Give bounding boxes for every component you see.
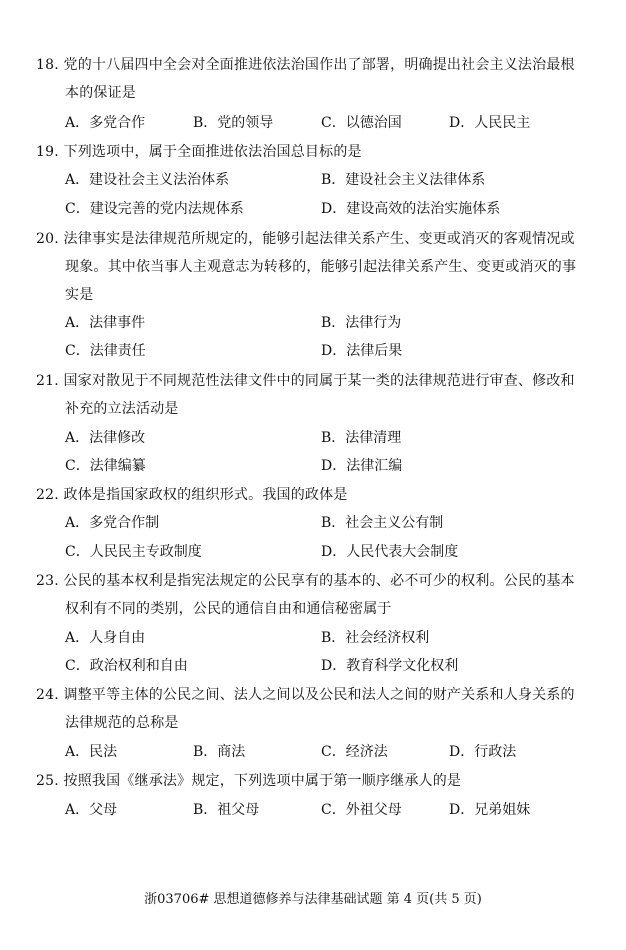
q25-option-a: A．父母 bbox=[65, 802, 118, 818]
q24-option-b: B．商法 bbox=[193, 744, 246, 760]
question-number: 25. bbox=[36, 773, 59, 789]
q25-option-b: B．祖父母 bbox=[193, 802, 260, 818]
q18-option-a: A．多党合作 bbox=[65, 115, 146, 131]
q18-option-c: C．以德治国 bbox=[321, 115, 402, 131]
q21-option-d: D．法律汇编 bbox=[321, 458, 403, 474]
q23-option-c: C．政治权利和自由 bbox=[65, 658, 188, 674]
question-text: 党的十八届四中全会对全面推进依法治国作出了部署，明确提出社会主义法治最根 bbox=[63, 57, 575, 73]
question-21-line-1 bbox=[36, 372, 575, 390]
question-22-line-1 bbox=[36, 486, 348, 504]
q22-option-a: A．多党合作制 bbox=[65, 515, 160, 531]
question-number: 24. bbox=[36, 687, 59, 703]
question-number: 20. bbox=[36, 231, 59, 247]
q23-option-a: A．人身自由 bbox=[65, 630, 146, 646]
q22-option-b: B．社会主义公有制 bbox=[321, 515, 444, 531]
q18-option-b: B．党的领导 bbox=[193, 115, 274, 131]
question-text: 国家对散见于不同规范性法律文件中的同属于某一类的法律规范进行审查、修改和 bbox=[63, 373, 575, 389]
q24-option-a: A．民法 bbox=[65, 744, 118, 760]
page-footer: 浙03706# 思想道德修养与法律基础试题 第 4 页(共 5 页) bbox=[144, 892, 482, 907]
question-18-line-2: 本的保证是 bbox=[65, 85, 136, 101]
question-text: 公民的基本权利是指宪法规定的公民享有的基本的、必不可少的权利。公民的基本 bbox=[63, 573, 575, 589]
question-20-line-1 bbox=[36, 230, 575, 248]
question-24-line-2: 法律规范的总称是 bbox=[65, 715, 179, 731]
q19-option-c: C．建设完善的党内法规体系 bbox=[65, 201, 244, 217]
question-21-line-2: 补充的立法活动是 bbox=[65, 401, 179, 417]
q18-option-d: D．人民民主 bbox=[449, 115, 531, 131]
q22-option-c: C．人民民主专政制度 bbox=[65, 544, 202, 560]
q21-option-c: C．法律编纂 bbox=[65, 458, 146, 474]
q23-option-d: D．教育科学文化权利 bbox=[321, 658, 459, 674]
question-19-line-1 bbox=[36, 143, 362, 161]
question-number: 21. bbox=[36, 373, 59, 389]
q23-option-b: B．社会经济权利 bbox=[321, 630, 430, 646]
question-20-line-2: 现象。其中依当事人主观意志为转移的，能够引起法律关系产生、变更或消灭的事 bbox=[65, 259, 577, 275]
q20-option-b: B．法律行为 bbox=[321, 315, 402, 331]
question-number: 23. bbox=[36, 573, 59, 589]
q19-option-b: B．建设社会主义法律体系 bbox=[321, 172, 486, 188]
question-text: 下列选项中，属于全面推进依法治国总目标的是 bbox=[63, 144, 362, 160]
q25-option-d: D．兄弟姐妹 bbox=[449, 802, 531, 818]
q21-option-b: B．法律清理 bbox=[321, 430, 402, 446]
q20-option-c: C．法律责任 bbox=[65, 343, 146, 359]
question-number: 22. bbox=[36, 487, 59, 503]
question-text: 按照我国《继承法》规定，下列选项中属于第一顺序继承人的是 bbox=[63, 773, 462, 789]
q21-option-a: A．法律修改 bbox=[65, 430, 146, 446]
q24-option-c: C．经济法 bbox=[321, 744, 388, 760]
question-text: 政体是指国家政权的组织形式。我国的政体是 bbox=[63, 487, 348, 503]
question-25-line-1 bbox=[36, 772, 461, 790]
question-23-line-1 bbox=[36, 572, 575, 590]
question-text: 调整平等主体的公民之间、法人之间以及公民和法人之间的财产关系和人身关系的 bbox=[63, 687, 575, 703]
question-23-line-2: 权利有不同的类别，公民的通信自由和通信秘密属于 bbox=[65, 601, 392, 617]
q22-option-d: D．人民代表大会制度 bbox=[321, 544, 459, 560]
q19-option-a: A．建设社会主义法治体系 bbox=[65, 172, 230, 188]
question-text: 法律事实是法律规范所规定的，能够引起法律关系产生、变更或消灭的客观情况或 bbox=[63, 231, 575, 247]
q19-option-d: D．建设高效的法治实施体系 bbox=[321, 201, 501, 217]
question-20-line-3: 实是 bbox=[65, 287, 94, 303]
question-number: 19. bbox=[36, 144, 59, 160]
q20-option-a: A．法律事件 bbox=[65, 315, 146, 331]
question-24-line-1 bbox=[36, 686, 575, 704]
q24-option-d: D．行政法 bbox=[449, 744, 517, 760]
question-number: 18. bbox=[36, 57, 59, 73]
q20-option-d: D．法律后果 bbox=[321, 343, 403, 359]
question-18-line-1 bbox=[36, 56, 575, 74]
q25-option-c: C．外祖父母 bbox=[321, 802, 402, 818]
